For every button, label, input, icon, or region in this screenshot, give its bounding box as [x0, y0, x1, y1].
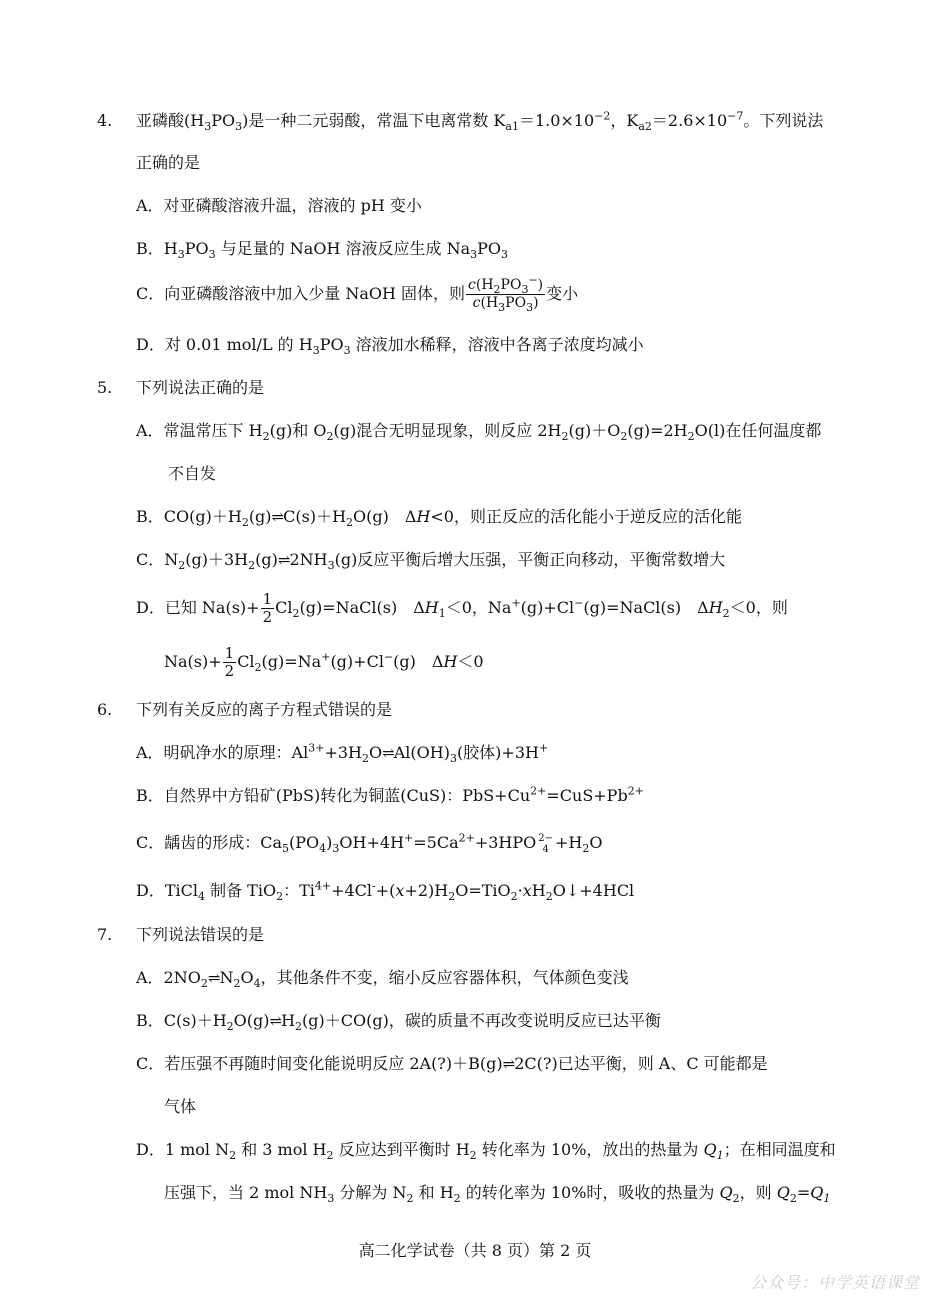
q5-option-a-line2: 不自发: [168, 464, 217, 483]
q4-option-d: D．对 0.01 mol/L 的 $H_3PO_3$ 溶液加水稀释，溶液中各离子浓度均减小: [136, 335, 644, 358]
q4-stem-line1: 亚磷酸$(H_3PO_3)$是一种二元弱酸，常温下电离常数 $K_{a1}=1.0\times 10^{-2}$，$K_{a2}=2.6\times 10^{-7}$。下列说法: [136, 109, 824, 134]
q7-stem: 下列说法错误的是: [136, 925, 265, 944]
q5-stem: 下列说法正确的是: [136, 378, 265, 397]
q6-option-c: C．龋齿的形成：$Ca_5(PO_4)_3OH+4H^+=5Ca^{2+}+3HPO$ 2− 4 $+H_2O$: [136, 831, 603, 856]
q5-option-d-line1: D．已知 Na(s)+ $\frac{1}{2}$ $Cl_2(g)=NaCl(s)$ $\Delta H_1<0$，Na+(g)+Cl−(g)=NaCl(s) $\Delta H_2<0$，则: [136, 590, 788, 626]
q4-option-b: B．$H_3PO_3$ 与足量的 NaOH 溶液反应生成 $Na_3PO_3$: [136, 239, 508, 262]
q7-option-c-line1: C．若压强不再随时间变化能说明反应 2A(?)＋B(g)⇌2C(?)已达平衡，则 A、C 可能都是: [136, 1054, 768, 1073]
q6-option-b: B．自然界中方铅矿(PbS)转化为铜蓝(CuS)：$PbS+Cu^{2+}=CuS+Pb^{2+}$: [136, 784, 644, 805]
question-number-7: 7.: [97, 925, 113, 944]
q5-option-b: B．$CO(g)+H_2(g)\rightleftharpoons C(s)+H_2O(g)$ ΔH<0，则正反应的活化能小于逆反应的活化能: [136, 507, 742, 530]
q4-option-c: C．向亚磷酸溶液中加入少量 NaOH 固体，则 $\frac{c(H_2PO_3^-)}{c(H_3PO_3)}$ 变小: [136, 273, 579, 314]
question-number-5: 5.: [97, 378, 113, 397]
page-footer: 高二化学试卷（共 8 页）第 2 页: [358, 1241, 592, 1260]
q5-option-c: C．$N_2(g)+3H_2(g)\rightleftharpoons 2NH_3(g)$反应平衡后增大压强，平衡正向移动，平衡常数增大: [136, 550, 726, 573]
q6-option-a: A．明矾净水的原理：$Al^{3+}+3H_2O\rightleftharpoons Al(OH)_3$(胶体)+3H+: [136, 741, 549, 766]
question-number-6: 6.: [97, 700, 113, 719]
q6-option-d: D．TiCl$_4$ 制备 TiO$_2$：$Ti^{4+}+4Cl^-+(x+2)H_2O=TiO_2\cdot xH_2O↓+4HCl$: [136, 879, 635, 904]
q7-option-d-line1: D．1 mol $N_2$ 和 3 mol $H_2$ 反应达到平衡时 $H_2$ 转化率为 10%，放出的热量为 $Q_1$；在相同温度和: [136, 1140, 836, 1163]
q7-option-d-line2: 压强下，当 2 mol $NH_3$ 分解为 $N_2$ 和 $H_2$ 的转化率为 10%时，吸收的热量为 $Q_2$，则 $Q_2=Q_1$: [164, 1183, 831, 1206]
q4-stem-line2: 正确的是: [136, 153, 201, 172]
q7-option-b: B．$C(s)+H_2O(g)\rightleftharpoons H_2(g)+CO(g)$，碳的质量不再改变说明反应已达平衡: [136, 1011, 661, 1034]
q4-option-a: A．对亚磷酸溶液升温，溶液的 pH 变小: [136, 196, 422, 215]
q5-option-d-line2: Na(s)+ $\frac{1}{2}$ $Cl_2(g)=Na^+(g)+Cl^-(g)$ ΔH＜0: [164, 644, 484, 680]
q5-option-a-line1: A．常温常压下 $H_2(g)$和 $O_2(g)$混合无明显现象，则反应 $2H_2(g)+O_2(g)=2H_2O(l)$在任何温度都: [136, 421, 822, 444]
q7-option-c-line2: 气体: [164, 1097, 197, 1116]
q4-fraction: $\frac{c(H_2PO_3^-)}{c(H_3PO_3)}$: [468, 273, 544, 314]
q6-stem: 下列有关反应的离子方程式错误的是: [136, 700, 393, 719]
question-number-4: 4.: [97, 111, 113, 130]
watermark: 公众号：中学英语课堂: [749, 1273, 920, 1292]
q7-option-a: A．$2NO_2\rightleftharpoons N_2O_4$，其他条件不变，缩小反应容器体积，气体颜色变浅: [136, 968, 629, 991]
